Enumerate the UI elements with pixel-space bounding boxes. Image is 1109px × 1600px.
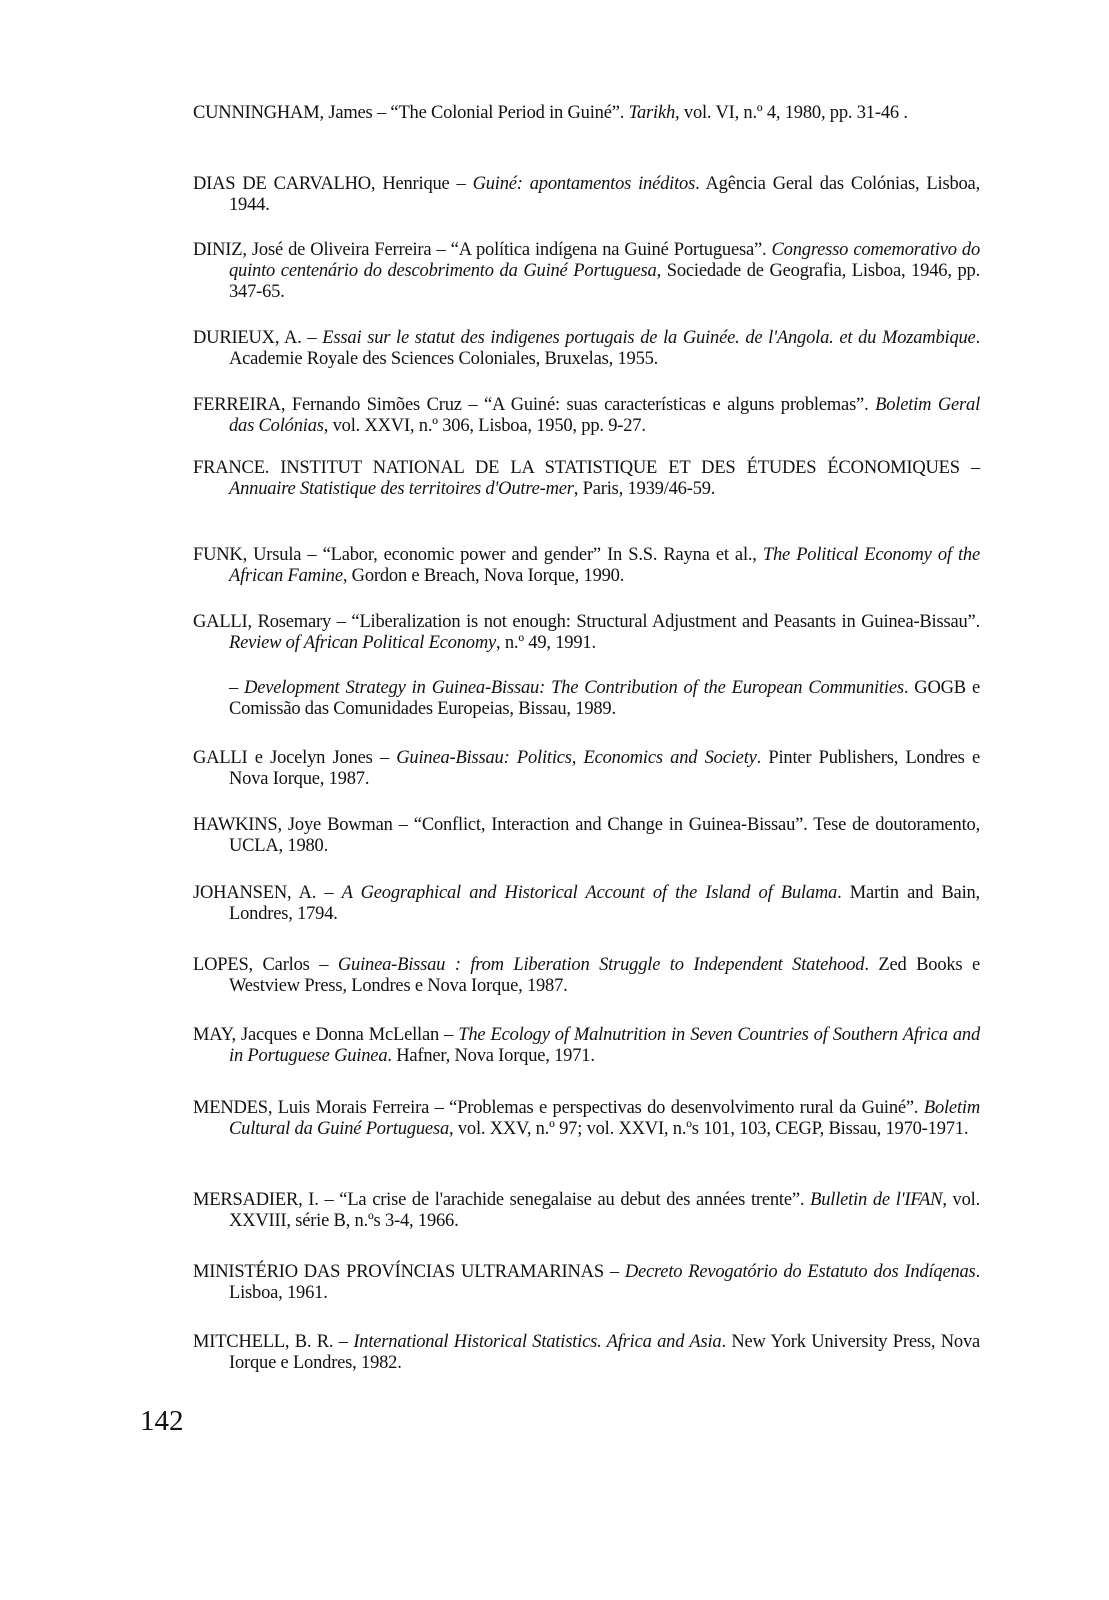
entry-text: HAWKINS, Joye Bowman – “Conflict, Interaction and Change in Guinea-Bissau”. Tese de doutoramento, UCLA, 1980. — [193, 815, 980, 856]
bibliography-entry — [193, 174, 980, 216]
entry-text: . GOGB e Comissão das Comunidades Europeias, Bissau, 1989. — [229, 678, 980, 719]
entry-text: GALLI e Jocelyn Jones – — [193, 748, 397, 768]
page-number: 142 — [140, 1405, 184, 1437]
entry-text: FUNK, Ursula – “Labor, economic power and gender” In S.S. Rayna et al., — [193, 545, 763, 565]
bibliography-entry — [193, 1098, 980, 1140]
entry-text: MITCHELL, B. R. – — [193, 1332, 354, 1352]
entry-text: DIAS DE CARVALHO, Henrique – — [193, 174, 473, 194]
entry-title-italic: Guinea-Bissau : from Liberation Struggle to Independent Statehood — [337, 955, 865, 975]
entry-text: CUNNINGHAM, James – “The Colonial Period in Guiné”. — [193, 103, 629, 123]
entry-title-italic: Boletim Cultural da Guiné Portuguesa — [229, 1098, 980, 1139]
entry-text: . Agência Geral das Colónias, Lisboa, 1944. — [229, 174, 980, 215]
bibliography-entry — [193, 545, 980, 587]
entry-text: , vol. VI, n.º 4, 1980, pp. 31-46 . — [675, 103, 908, 123]
entry-text: . Hafner, Nova Iorque, 1971. — [387, 1046, 595, 1066]
entry-text: GALLI, Rosemary – “Liberalization is not enough: Structural Adjustment and Peasants in Guinea-Bissau”. — [193, 612, 980, 632]
entry-text: MENDES, Luis Morais Ferreira – “Problemas e perspectivas do desenvolvimento rural da Guiné”. — [193, 1098, 924, 1118]
bibliography-entry — [193, 815, 980, 857]
entry-text: MERSADIER, I. – “La crise de l'arachide senegalaise au debut des années trente”. — [193, 1190, 811, 1210]
entry-text: , vol. XXVI, n.º 306, Lisboa, 1950, pp. 9-27. — [323, 416, 646, 436]
entry-text: . Zed Books e Westview Press, Londres e Nova Iorque, 1987. — [229, 955, 981, 996]
bibliography-entry — [193, 240, 980, 303]
entry-text: , Sociedade de Geografia, Lisboa, 1946, pp. 347-65. — [229, 261, 980, 302]
entry-text: FRANCE. INSTITUT NATIONAL DE LA STATISTIQUE ET DES ÉTUDES ÉCONOMIQUES – — [193, 458, 980, 478]
entry-text: LOPES, Carlos – — [193, 955, 338, 975]
entry-text: . Martin and Bain, Londres, 1794. — [229, 883, 980, 924]
entry-title-italic: The Political Economy of the African Famine — [229, 545, 980, 586]
bibliography-entry — [193, 612, 980, 654]
entry-text: FERREIRA, Fernando Simões Cruz – “A Guiné: suas características e alguns problemas”. — [193, 395, 876, 415]
entry-title-italic: Review of African Political Economy — [229, 633, 497, 653]
entry-title-italic: International Historical Statistics. Africa and Asia — [353, 1332, 722, 1352]
entry-title-italic: – Development Strategy in Guinea-Bissau: The Contribution of the European Communities — [229, 678, 904, 698]
entry-text: JOHANSEN, A. – — [193, 883, 342, 903]
entry-text: . Lisboa, 1961. — [229, 1262, 980, 1303]
bibliography-entry — [193, 1332, 980, 1374]
bibliography-entry — [193, 955, 980, 997]
entry-text: MAY, Jacques e Donna McLellan – — [193, 1025, 459, 1045]
entry-text: , Gordon e Breach, Nova Iorque, 1990. — [342, 566, 625, 586]
entry-text: . New York University Press, Nova Iorque e Londres, 1982. — [229, 1332, 981, 1373]
bibliography-entry — [193, 1025, 980, 1067]
entry-text: . Pinter Publishers, Londres e Nova Iorque, 1987. — [229, 748, 980, 789]
bibliography-entry — [193, 883, 980, 925]
entry-title-italic: Boletim Geral das Colónias — [229, 395, 981, 436]
entry-title-italic: Guiné: apontamentos inéditos — [472, 174, 696, 194]
entry-text: , vol. XXV, n.º 97; vol. XXVI, n.ºs 101, 103, CEGP, Bissau, 1970-1971. — [449, 1119, 969, 1139]
entry-text: . Academie Royale des Sciences Coloniales, Bruxelas, 1955. — [229, 328, 981, 369]
bibliography-entry — [193, 1262, 980, 1304]
bibliography-entry — [193, 748, 980, 790]
entry-text: , vol. XXVIII, série B, n.ºs 3-4, 1966. — [229, 1190, 981, 1231]
entry-text: , n.º 49, 1991. — [496, 633, 596, 653]
bibliography-entry — [193, 458, 980, 500]
entry-title-italic: Annuaire Statistique des territoires d'Outre-mer — [229, 479, 574, 499]
bibliography-entry — [193, 103, 980, 124]
entry-title-italic: Decreto Revogatório do Estatuto dos Indíqenas — [624, 1262, 976, 1282]
entry-title-italic: Essai sur le statut des indigenes portugais de la Guinée. de l'Angola. et du Mozambique — [322, 328, 976, 348]
entry-title-italic: Guinea-Bissau: Politics, Economics and Society — [396, 748, 757, 768]
entry-text: DURIEUX, A. – — [193, 328, 323, 348]
bibliography-entry — [193, 678, 980, 720]
entry-title-italic: Congresso comemorativo do quinto centenário do descobrimento da Guiné Portuguesa — [229, 240, 980, 281]
bibliography-entry — [193, 395, 980, 437]
bibliography-entry — [193, 328, 980, 370]
entry-title-italic: Bulletin de l'IFAN — [810, 1190, 943, 1210]
entry-title-italic: The Ecology of Malnutrition in Seven Countries of Southern Africa and in Portuguese Guinea — [229, 1025, 980, 1066]
entry-text: MINISTÉRIO DAS PROVÍNCIAS ULTRAMARINAS – — [193, 1262, 625, 1282]
entry-text: , Paris, 1939/46-59. — [573, 479, 716, 499]
bibliography-entry — [193, 1190, 980, 1232]
entry-title-italic: A Geographical and Historical Account of the Island of Bulama — [341, 883, 838, 903]
entry-title-italic: Tarikh — [628, 103, 676, 123]
entry-text: DINIZ, José de Oliveira Ferreira – “A política indígena na Guiné Portuguesa”. — [193, 240, 772, 260]
